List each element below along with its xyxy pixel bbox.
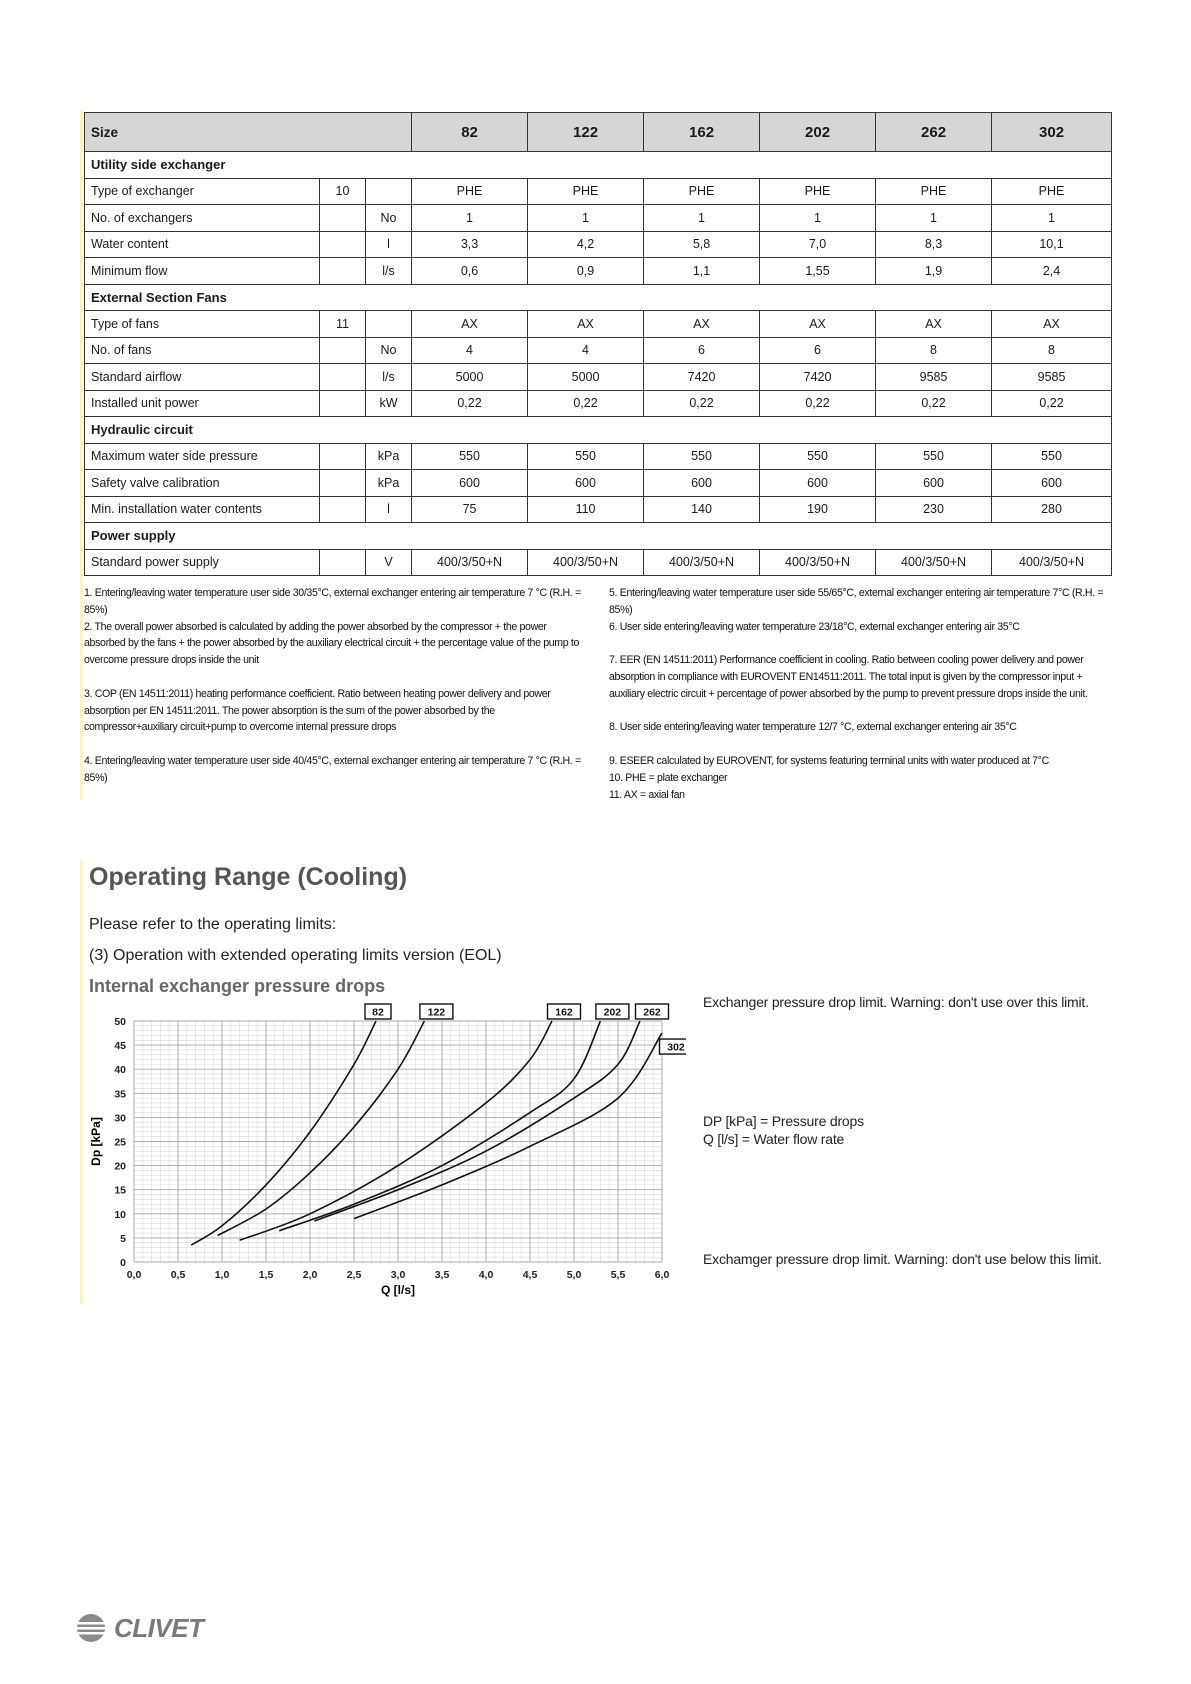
table-row [85, 364, 1112, 391]
table-cell: 7,0 [760, 231, 876, 258]
table-cell: 0,22 [992, 390, 1112, 417]
footnote: 10. PHE = plate exchanger [609, 771, 728, 784]
table-row [85, 496, 1112, 523]
table-cell: 0,9 [528, 258, 644, 285]
section-heading: Utility side exchanger [85, 152, 1112, 179]
specifications-table [84, 112, 1112, 576]
table-cell: 5000 [528, 364, 644, 391]
table-cell: 4 [412, 337, 528, 364]
table-cell: 400/3/50+N [992, 549, 1112, 576]
table-cell: 9585 [992, 364, 1112, 391]
table-cell: AX [876, 311, 992, 338]
y-tick-label: 5 [120, 1232, 126, 1245]
row-note-ref [320, 231, 366, 258]
row-note-ref [320, 549, 366, 576]
table-cell: 7420 [644, 364, 760, 391]
row-unit: l/s [366, 258, 412, 285]
table-cell: 0,22 [760, 390, 876, 417]
table-cell: 400/3/50+N [412, 549, 528, 576]
x-tick-label: 5,5 [610, 1269, 626, 1281]
table-cell: 0,6 [412, 258, 528, 285]
footnote: 11. AX = axial fan [609, 788, 685, 801]
table-cell: 1 [760, 205, 876, 232]
table-row [85, 205, 1112, 232]
x-tick-label: 1,0 [214, 1269, 230, 1281]
table-cell: 4,2 [528, 231, 644, 258]
row-label: Minimum flow [85, 258, 320, 285]
footnote: 2. The overall power absorbed is calculated by adding the power absorbed by the compressor + the power absorbed by the fans + the power absorbed by the auxiliary electrical circuit + the percentage value of the pump to overcome pressure drops inside the unit [84, 620, 580, 667]
table-cell: PHE [644, 178, 760, 205]
table-row [85, 549, 1112, 576]
table-cell: 0,22 [528, 390, 644, 417]
clivet-logo-wordmark: CLIVET [114, 1612, 204, 1643]
section-heading: Power supply [85, 523, 1112, 550]
table-cell: 550 [992, 443, 1112, 470]
row-note-ref [320, 496, 366, 523]
table-row [85, 178, 1112, 205]
row-label: Type of fans [85, 311, 320, 338]
table-cell: 550 [644, 443, 760, 470]
y-tick-label: 40 [114, 1064, 126, 1077]
margin-accent-bar [80, 860, 83, 1304]
row-label: No. of fans [85, 337, 320, 364]
table-cell: 600 [644, 470, 760, 497]
table-cell: PHE [992, 178, 1112, 205]
table-cell: 2,4 [992, 258, 1112, 285]
table-cell: 190 [760, 496, 876, 523]
footnote: 6. User side entering/leaving water temperature 23/18°C, external exchanger entering air 35°C [609, 620, 1020, 633]
y-tick-label: 0 [120, 1257, 126, 1269]
table-row [85, 470, 1112, 497]
table-row [85, 311, 1112, 338]
size-column-header: 122 [528, 113, 644, 152]
table-cell: 9585 [876, 364, 992, 391]
table-cell: 550 [760, 443, 876, 470]
table-cell: PHE [876, 178, 992, 205]
row-note-ref: 10 [320, 178, 366, 205]
size-column-header: 82 [412, 113, 528, 152]
x-tick-label: 3,0 [390, 1269, 406, 1281]
clivet-logo-icon [76, 1613, 110, 1643]
table-cell: 550 [876, 443, 992, 470]
table-section-row [85, 417, 1112, 444]
table-cell: 400/3/50+N [760, 549, 876, 576]
size-column-header: 302 [992, 113, 1112, 152]
y-tick-label: 20 [114, 1160, 126, 1173]
size-header: Size [85, 113, 412, 152]
x-tick-label: 2,5 [346, 1269, 362, 1281]
table-cell: PHE [412, 178, 528, 205]
footnote: 4. Entering/leaving water temperature user side 40/45°C, external exchanger entering air temperature 7 °C (R.H. = 85%) [84, 754, 581, 784]
row-label: Standard airflow [85, 364, 320, 391]
chart-legend [703, 1112, 864, 1148]
legend-dp: DP [kPa] = Pressure drops [703, 1113, 864, 1129]
table-cell: 1 [992, 205, 1112, 232]
row-note-ref [320, 390, 366, 417]
table-cell: 400/3/50+N [528, 549, 644, 576]
section-heading: External Section Fans [85, 284, 1112, 311]
table-cell: PHE [528, 178, 644, 205]
table-cell: 10,1 [992, 231, 1112, 258]
table-cell: PHE [760, 178, 876, 205]
table-header-row [85, 113, 1112, 152]
series-label: 82 [372, 1006, 384, 1019]
table-cell: 5,8 [644, 231, 760, 258]
table-cell: 8 [992, 337, 1112, 364]
table-cell: 7420 [760, 364, 876, 391]
series-label: 122 [427, 1006, 446, 1019]
size-column-header: 202 [760, 113, 876, 152]
table-cell: 8 [876, 337, 992, 364]
series-label: 202 [603, 1006, 622, 1019]
row-unit: l [366, 231, 412, 258]
table-cell: 280 [992, 496, 1112, 523]
footnote: 9. ESEER calculated by EUROVENT, for systems featuring terminal units with water produced at 7°C [609, 754, 1049, 767]
y-tick-label: 15 [114, 1184, 126, 1197]
row-label: Standard power supply [85, 549, 320, 576]
table-cell: 230 [876, 496, 992, 523]
table-cell: 1,55 [760, 258, 876, 285]
row-unit: l [366, 496, 412, 523]
footnotes-right [609, 585, 1114, 803]
table-cell: 600 [412, 470, 528, 497]
x-tick-label: 5,0 [566, 1269, 582, 1281]
row-label: Maximum water side pressure [85, 443, 320, 470]
section-title: Operating Range (Cooling) [89, 863, 408, 891]
row-note-ref [320, 258, 366, 285]
row-label: Type of exchanger [85, 178, 320, 205]
table-cell: 1,9 [876, 258, 992, 285]
table-section-row [85, 523, 1112, 550]
y-tick-label: 45 [114, 1040, 126, 1053]
table-cell: 110 [528, 496, 644, 523]
table-cell: 140 [644, 496, 760, 523]
row-label: Min. installation water contents [85, 496, 320, 523]
row-label: Safety valve calibration [85, 470, 320, 497]
row-note-ref [320, 205, 366, 232]
table-cell: AX [412, 311, 528, 338]
y-tick-label: 50 [114, 1016, 126, 1028]
margin-accent-bar [80, 110, 83, 800]
table-cell: AX [644, 311, 760, 338]
table-cell: 3,3 [412, 231, 528, 258]
table-cell: 1 [528, 205, 644, 232]
table-row [85, 258, 1112, 285]
row-label: No. of exchangers [85, 205, 320, 232]
size-column-header: 162 [644, 113, 760, 152]
table-cell: 550 [528, 443, 644, 470]
lower-limit-note: Exchamger pressure drop limit. Warning: don't use below this limit. [703, 1251, 1102, 1267]
footnotes-left [84, 585, 584, 787]
x-tick-label: 6,0 [654, 1269, 670, 1281]
table-cell: 1,1 [644, 258, 760, 285]
row-unit: l/s [366, 364, 412, 391]
table-cell: 600 [528, 470, 644, 497]
table-cell: 600 [760, 470, 876, 497]
table-cell: 1 [876, 205, 992, 232]
section-heading: Hydraulic circuit [85, 417, 1112, 444]
row-unit: V [366, 549, 412, 576]
row-unit: No [366, 205, 412, 232]
row-label: Water content [85, 231, 320, 258]
x-tick-label: 3,5 [434, 1269, 450, 1281]
x-tick-label: 1,5 [258, 1269, 274, 1281]
footnote: 3. COP (EN 14511:2011) heating performance coefficient. Ratio between heating power delivery and power absorption per EN 14511:2011. The power absorption is the sum of the power absorbed by the compressor+auxiliary circuit+pump to overcome internal pressure drops [84, 687, 551, 734]
table-cell: 400/3/50+N [876, 549, 992, 576]
table-cell: 8,3 [876, 231, 992, 258]
footnote: 5. Entering/leaving water temperature user side 55/65°C, external exchanger entering air temperature 7°C (R.H. = 85%) [609, 587, 1104, 616]
x-axis-label: Q [l/s] [380, 1283, 416, 1297]
legend-q: Q [l/s] = Water flow rate [703, 1131, 845, 1147]
row-note-ref [320, 443, 366, 470]
row-unit: kW [366, 390, 412, 417]
table-row [85, 443, 1112, 470]
row-note-ref [320, 470, 366, 497]
table-cell: 550 [412, 443, 528, 470]
row-unit: kPa [366, 470, 412, 497]
table-section-row [85, 284, 1112, 311]
series-label: 162 [555, 1006, 573, 1019]
table-row [85, 231, 1112, 258]
table-cell: AX [760, 311, 876, 338]
x-tick-label: 4,5 [522, 1269, 538, 1281]
y-tick-label: 25 [114, 1136, 126, 1149]
table-cell: 1 [412, 205, 528, 232]
row-note-ref: 11 [320, 311, 366, 338]
table-body [85, 152, 1112, 576]
table-cell: 600 [992, 470, 1112, 497]
footnote: 1. Entering/leaving water temperature user side 30/35°C, external exchanger entering air temperature 7 °C (R.H. = 85%) [84, 587, 581, 616]
table-cell: 0,22 [644, 390, 760, 417]
footnote: 8. User side entering/leaving water temperature 12/7 °C, external exchanger entering air 35°C [609, 721, 1017, 734]
table-section-row [85, 152, 1112, 179]
row-unit [366, 178, 412, 205]
table-cell: AX [528, 311, 644, 338]
y-tick-label: 35 [114, 1088, 126, 1101]
upper-limit-note: Exchanger pressure drop limit. Warning: don't use over this limit. [703, 994, 1089, 1010]
row-unit [366, 311, 412, 338]
row-unit: No [366, 337, 412, 364]
table-cell: 5000 [412, 364, 528, 391]
table-cell: 1 [644, 205, 760, 232]
chart-title: Internal exchanger pressure drops [89, 976, 386, 996]
x-tick-label: 0,0 [126, 1269, 142, 1281]
y-tick-label: 30 [114, 1112, 126, 1125]
size-column-header: 262 [876, 113, 992, 152]
y-tick-label: 10 [114, 1208, 126, 1221]
table-row [85, 390, 1112, 417]
row-unit: kPa [366, 443, 412, 470]
series-label: 302 [667, 1041, 685, 1054]
row-note-ref [320, 364, 366, 391]
table-cell: 6 [760, 337, 876, 364]
table-row [85, 337, 1112, 364]
footnote: 7. EER (EN 14511:2011) Performance coefficient in cooling. Ratio between cooling power delivery and power absorption in compliance with EUROVENT EN14511:2011. The total input is given by the compressor input + auxiliary electric circuit + percentage of power absorbed by the pump to prevent pressure drops inside the unit. [609, 654, 1088, 700]
table-cell: AX [992, 311, 1112, 338]
table-cell: 4 [528, 337, 644, 364]
row-note-ref [320, 337, 366, 364]
table-cell: 400/3/50+N [644, 549, 760, 576]
table-cell: 600 [876, 470, 992, 497]
table-cell: 0,22 [876, 390, 992, 417]
series-label: 262 [643, 1006, 661, 1019]
table-cell: 0,22 [412, 390, 528, 417]
x-tick-label: 4,0 [478, 1269, 494, 1281]
pressure-drop-chart [86, 1000, 686, 1300]
row-label: Installed unit power [85, 390, 320, 417]
x-tick-label: 2,0 [302, 1269, 318, 1281]
x-tick-label: 0,5 [170, 1269, 186, 1281]
clivet-logo [76, 1610, 203, 1646]
table-cell: 6 [644, 337, 760, 364]
table-cell: 75 [412, 496, 528, 523]
intro-text: Please refer to the operating limits: [89, 916, 337, 933]
y-axis-label: Dp [kPa] [89, 1117, 103, 1166]
intro-text: (3) Operation with extended operating limits version (EOL) [89, 947, 502, 964]
